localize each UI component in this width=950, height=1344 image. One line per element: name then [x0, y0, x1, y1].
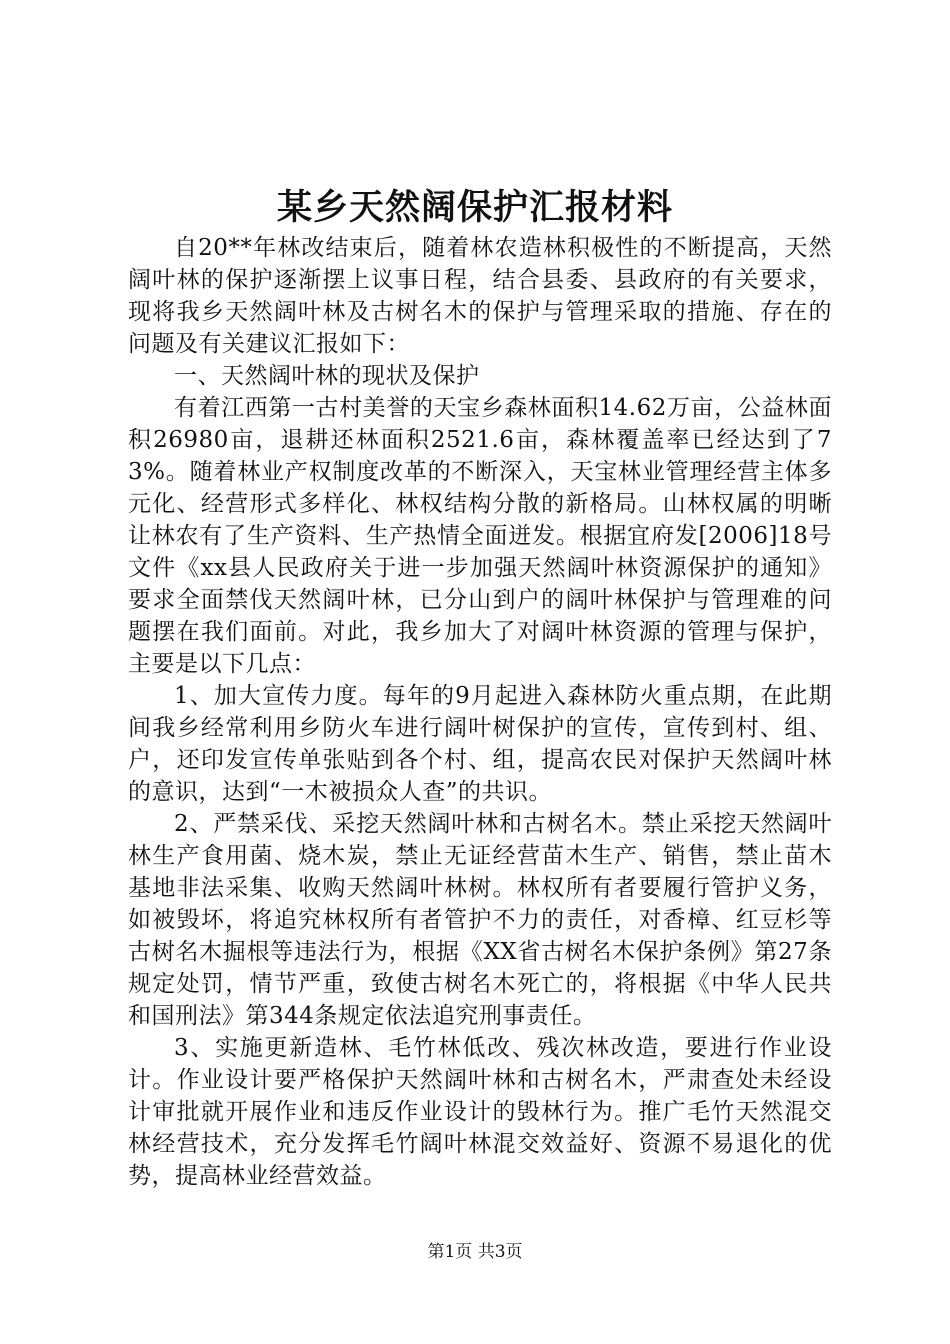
status-paragraph: 有着江西第一古村美誉的天宝乡森林面积14.62万亩，公益林面积26980亩，退耕还林面积2521.6亩，森林覆盖率已经达到了73%。随着林业产权制度改革的不断深入，天宝林业管理经营主体多元化、经营形式多样化、林权结构分散的新格局。山林权属的明晰让林农有了生产资料、生产热情全面迸发。根据宜府发[2006]18号文件《xx县人民政府关于进一步加强天然阔叶林资源保护的通知》要求全面禁伐天然阔叶林，已分山到户的阔叶林保护与管理难的问题摆在我们面前。对此，我乡加大了对阔叶林资源的管理与保护，主要是以下几点：: [128, 395, 832, 677]
document-body: [128, 232, 832, 1192]
document-title: 某乡天然阔保护汇报材料: [276, 187, 673, 228]
measure-1-paragraph: 1、加大宣传力度。每年的9月起进入森林防火重点期，在此期间我乡经常利用乡防火车进行阔叶树保护的宣传，宣传到村、组、户，还印发宣传单张贴到各个村、组，提高农民对保护天然阔叶林的意识，达到“一木被损众人查”的共识。: [128, 683, 832, 805]
measure-3-paragraph: 3、实施更新造林、毛竹林低改、残次林改造，要进行作业设计。作业设计要严格保护天然阔叶林和古树名木，严肃查处未经设计审批就开展作业和违反作业设计的毁林行为。推广毛竹天然混交林经营技术，充分发挥毛竹阔叶林混交效益好、资源不易退化的优势，提高林业经营效益。: [128, 1035, 832, 1189]
section-heading: 一、天然阔叶林的现状及保护: [174, 363, 480, 389]
intro-paragraph: 自20**年林改结束后，随着林农造林积极性的不断提高，天然阔叶林的保护逐渐摆上议事日程，结合县委、县政府的有关要求，现将我乡天然阔叶林及古树名木的保护与管理采取的措施、存在的问题及有关建议汇报如下：: [128, 235, 832, 357]
measure-2-paragraph: 2、严禁采伐、采挖天然阔叶林和古树名木。禁止采挖天然阔叶林生产食用菌、烧木炭，禁止无证经营苗木生产、销售，禁止苗木基地非法采集、收购天然阔叶林树。林权所有者要履行管护义务，如被毁坏，将追究林权所有者管护不力的责任，对香樟、红豆杉等古树名木掘根等违法行为，根据《XX省古树名木保护条例》第27条规定处罚，情节严重，致使古树名木死亡的，将根据《中华人民共和国刑法》第344条规定依法追究刑事责任。: [128, 811, 832, 1029]
page-footer: 第1页 共3页: [427, 1242, 523, 1262]
